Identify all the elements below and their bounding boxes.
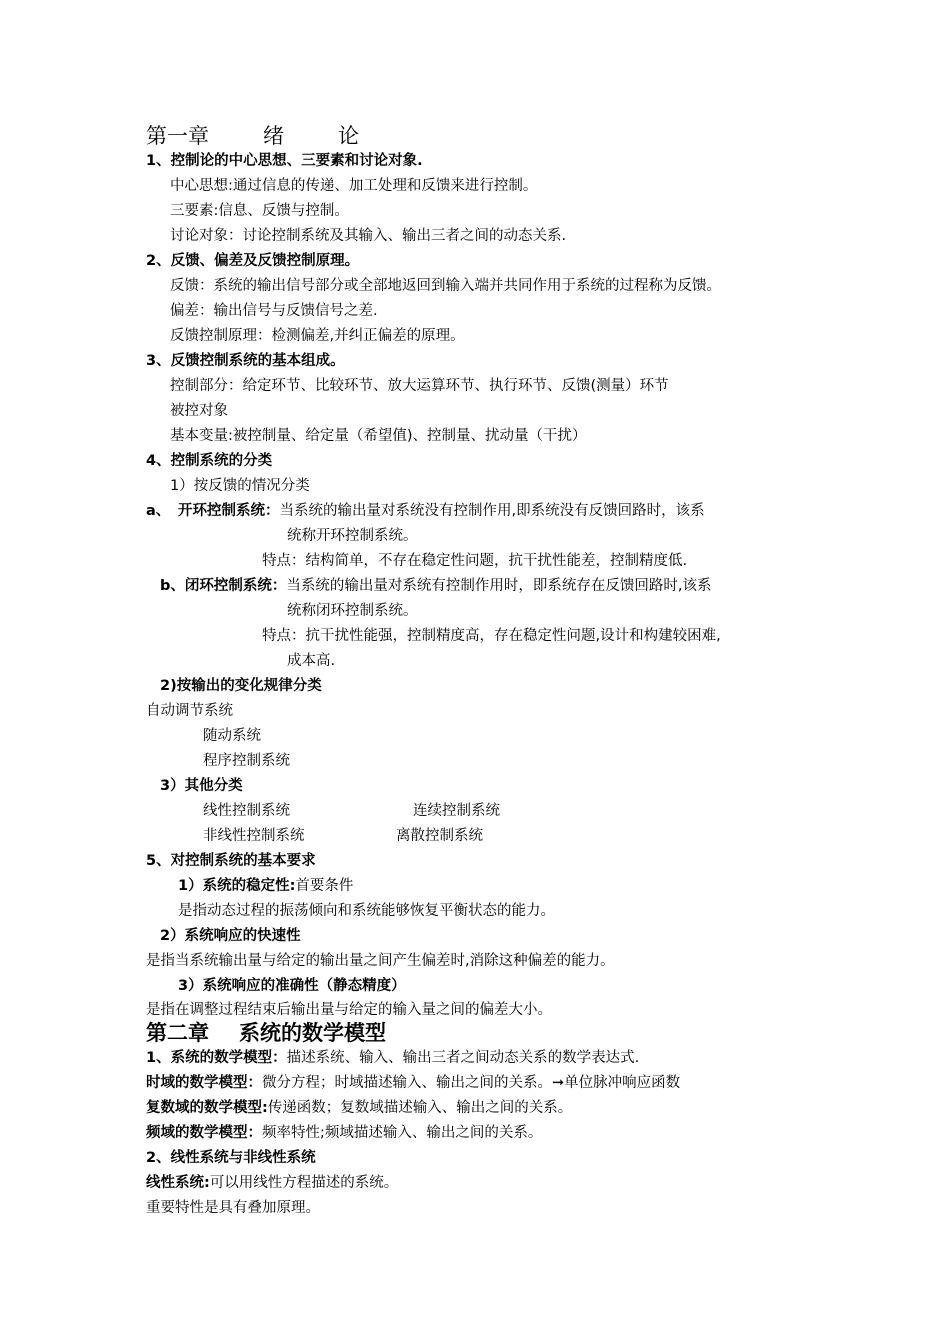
open-loop-label: a、 bbox=[146, 503, 171, 519]
section3-line3: 基本变量:被控制量、给定量（希望值)、控制量、扰动量（干扰） bbox=[170, 428, 587, 444]
ch2-model-term: 1、系统的数学模型： bbox=[146, 1050, 287, 1066]
sub3-item3: 非线性控制系统 bbox=[203, 828, 305, 844]
section1-line2: 三要素:信息、反馈与控制。 bbox=[170, 203, 349, 219]
req1-term: 1）系统的稳定性: bbox=[178, 878, 296, 894]
closed-loop-def1: 当系统的输出量对系统有控制作用时，即系统存在反馈回路时,该系 bbox=[286, 578, 712, 594]
section2-line1: 反馈：系统的输出信号部分或全部地返回到输入端并共同作用于系统的过程称为反馈。 bbox=[170, 278, 721, 294]
complex-domain-term: 复数域的数学模型: bbox=[146, 1100, 268, 1116]
open-loop-def2: 统称开环控制系统。 bbox=[287, 528, 418, 544]
linear-system-def bbox=[146, 1173, 398, 1193]
req1 bbox=[178, 876, 353, 896]
section4-sub2: 2)按输出的变化规律分类 bbox=[160, 678, 322, 694]
ch2-model-def bbox=[146, 1048, 639, 1068]
linear-system-note: 重要特性是具有叠加原理。 bbox=[146, 1200, 320, 1216]
open-loop-def1: 当系统的输出量对系统没有控制作用,即系统没有反馈回路时，该系 bbox=[279, 503, 705, 519]
complex-domain-rest: 传递函数；复数域描述输入、输出之间的关系。 bbox=[267, 1100, 573, 1116]
chapter1-title-number: 第一章 bbox=[146, 124, 209, 148]
chapter1-title-char2: 论 bbox=[338, 124, 359, 148]
chapter2-title bbox=[146, 1020, 386, 1046]
closed-loop-features2: 成本高. bbox=[287, 653, 336, 669]
req2-desc: 是指当系统输出量与给定的输出量之间产生偏差时,消除这种偏差的能力。 bbox=[146, 953, 615, 969]
closed-loop-def2: 统称闭环控制系统。 bbox=[287, 603, 418, 619]
closed-loop-definition bbox=[160, 576, 712, 596]
section4-heading: 4、控制系统的分类 bbox=[146, 453, 273, 469]
sub2-item3: 程序控制系统 bbox=[203, 753, 290, 769]
req2-term: 2）系统响应的快速性 bbox=[160, 928, 301, 944]
closed-loop-term: b、闭环控制系统： bbox=[160, 578, 287, 594]
frequency-domain-rest: 频率特性;频域描述输入、输出之间的关系。 bbox=[262, 1125, 543, 1141]
section1-line1: 中心思想:通过信息的传递、加工处理和反馈来进行控制。 bbox=[170, 178, 538, 194]
open-loop-term: 开环控制系统： bbox=[178, 503, 280, 519]
time-domain-rest: 微分方程；时域描述输入、输出之间的关系。➞单位脉冲响应函数 bbox=[262, 1075, 681, 1091]
section5-heading: 5、对控制系统的基本要求 bbox=[146, 853, 316, 869]
time-domain-term: 时域的数学模型： bbox=[146, 1075, 262, 1091]
req1-rest: 首要条件 bbox=[295, 878, 354, 894]
open-loop-definition bbox=[178, 501, 705, 521]
closed-loop-features1: 特点：抗干扰性能强，控制精度高，存在稳定性问题,设计和构建较困难, bbox=[262, 628, 721, 644]
section3-line2: 被控对象 bbox=[170, 403, 228, 419]
section2-line3: 反馈控制原理：检测偏差,并纠正偏差的原理。 bbox=[170, 328, 465, 344]
chapter2-title-number: 第二章 bbox=[146, 1021, 209, 1045]
chapter2-title-text: 系统的数学模型 bbox=[239, 1021, 386, 1045]
open-loop-features: 特点：结构简单，不存在稳定性问题，抗干扰性能差，控制精度低. bbox=[262, 553, 688, 569]
ch2-section2-heading: 2、线性系统与非线性系统 bbox=[146, 1150, 316, 1166]
sub3-item2: 连续控制系统 bbox=[413, 803, 500, 819]
section3-line1: 控制部分：给定环节、比较环节、放大运算环节、执行环节、反馈(测量）环节 bbox=[170, 378, 669, 394]
complex-domain-model bbox=[146, 1098, 572, 1118]
section1-heading: 1、控制论的中心思想、三要素和讨论对象. bbox=[146, 153, 423, 169]
req3-desc: 是指在调整过程结束后输出量与给定的输入量之间的偏差大小。 bbox=[146, 1002, 552, 1018]
frequency-domain-term: 频域的数学模型： bbox=[146, 1125, 262, 1141]
linear-system-term: 线性系统: bbox=[146, 1175, 210, 1191]
chapter1-title-char1: 绪 bbox=[263, 124, 284, 148]
time-domain-model bbox=[146, 1073, 680, 1093]
sub2-item1: 自动调节系统 bbox=[146, 703, 233, 719]
sub2-item2: 随动系统 bbox=[203, 728, 261, 744]
section1-line3: 讨论对象：讨论控制系统及其输入、输出三者之间的动态关系. bbox=[170, 228, 567, 244]
sub3-item1: 线性控制系统 bbox=[203, 803, 290, 819]
section2-line2: 偏差：输出信号与反馈信号之差. bbox=[170, 303, 378, 319]
frequency-domain-model bbox=[146, 1123, 542, 1143]
section3-heading: 3、反馈控制系统的基本组成。 bbox=[146, 353, 345, 369]
req3-term: 3）系统响应的准确性（静态精度） bbox=[178, 978, 406, 994]
req1-desc: 是指动态过程的振荡倾向和系统能够恢复平衡状态的能力。 bbox=[178, 903, 555, 919]
section4-sub1: 1）按反馈的情况分类 bbox=[170, 478, 310, 494]
section2-heading: 2、反馈、偏差及反馈控制原理。 bbox=[146, 253, 360, 269]
section4-sub3: 3）其他分类 bbox=[160, 778, 243, 794]
sub3-item4: 离散控制系统 bbox=[396, 828, 483, 844]
linear-system-rest: 可以用线性方程描述的系统。 bbox=[209, 1175, 399, 1191]
chapter1-title bbox=[146, 123, 359, 149]
ch2-model-rest: 描述系统、输入、输出三者之间动态关系的数学表达式. bbox=[286, 1050, 640, 1066]
